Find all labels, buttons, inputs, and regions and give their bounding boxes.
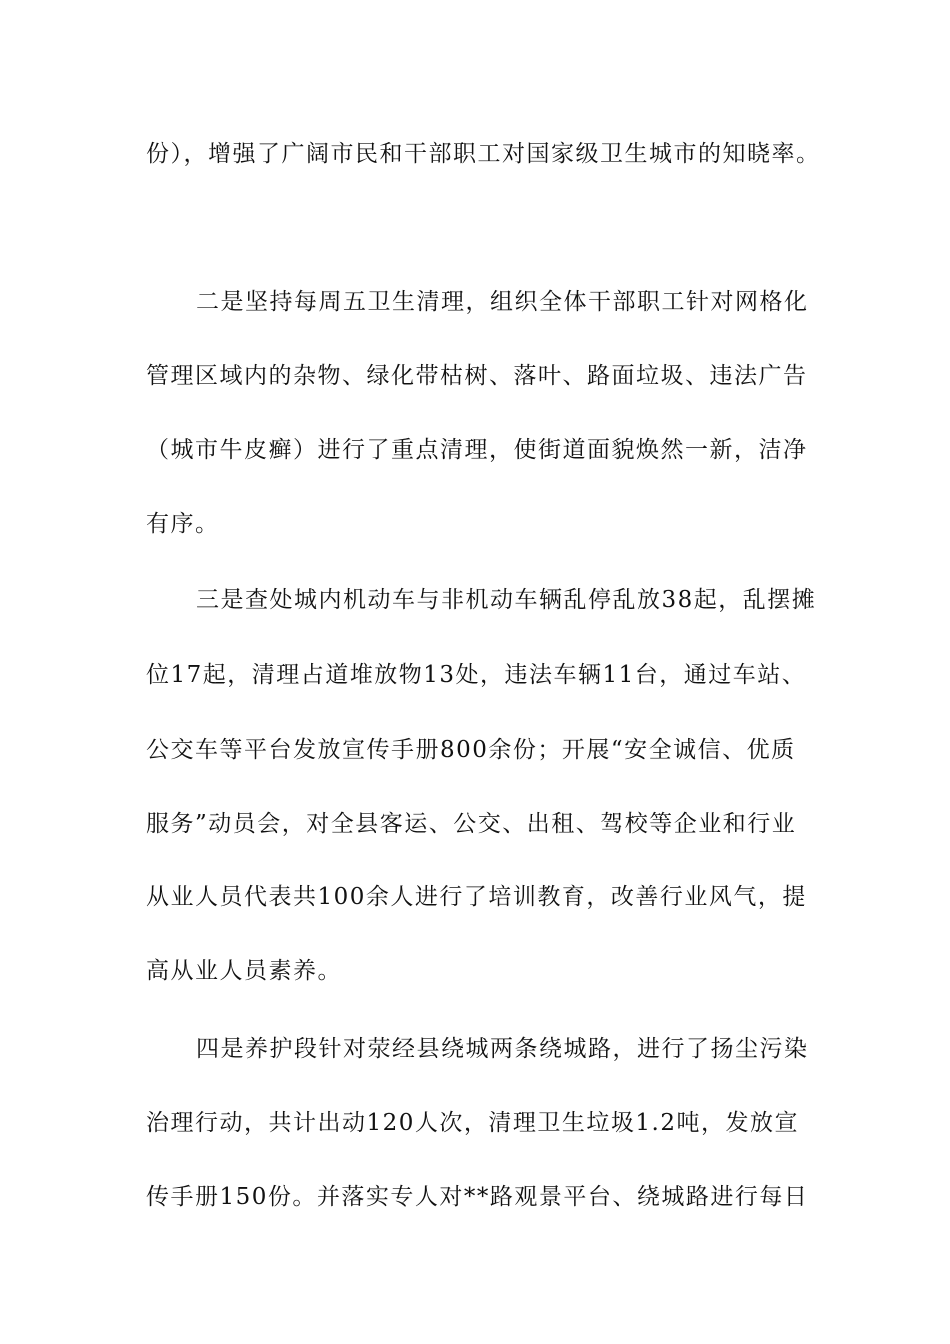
text-line: （城市牛皮癣）进行了重点清理，使街道面貌焕然一新，洁净 — [146, 437, 808, 463]
text-line: 四是养护段针对荥经县绕城两条绕城路，进行了扬尘污染 — [196, 1036, 809, 1062]
text-line: 位17起，清理占道堆放物13处，违法车辆11台，通过车站、 — [146, 662, 807, 688]
text-line: 传手册150份。并落实专人对**路观景平台、绕城路进行每日 — [146, 1184, 809, 1210]
text-line: 有序。 — [146, 511, 220, 537]
text-line: 服务”动员会，对全县客运、公交、出租、驾校等企业和行业 — [146, 811, 797, 837]
text-line: 份），增强了广阔市民和干部职工对国家级卫生城市的知晓率。 — [146, 141, 821, 167]
text-line: 从业人员代表共100余人进行了培训教育，改善行业风气，提 — [146, 884, 807, 910]
text-line: 公交车等平台发放宣传手册800余份；开展“安全诚信、优质 — [146, 737, 796, 763]
text-line: 三是查处城内机动车与非机动车辆乱停乱放38起，乱摆摊 — [196, 587, 817, 613]
text-line: 二是坚持每周五卫生清理，组织全体干部职工针对网格化 — [196, 289, 809, 315]
text-line: 治理行动，共计出动120人次，清理卫生垃圾1.2吨，发放宣 — [146, 1110, 799, 1136]
text-line: 管理区域内的杂物、绿化带枯树、落叶、路面垃圾、违法广告 — [146, 363, 808, 389]
text-line: 高从业人员素养。 — [146, 958, 342, 984]
